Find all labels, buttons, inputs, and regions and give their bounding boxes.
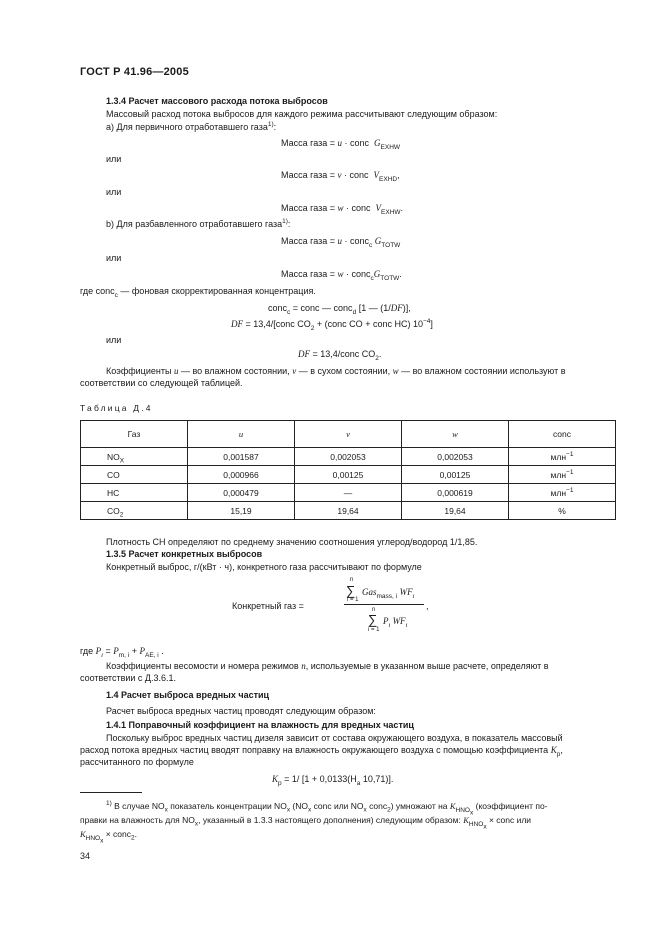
formula-mass-w-exhw: Масса газа = w · conc $V_{EXHW}$. [281,203,404,216]
s134-intro: Массовый расход потока выбросов для каждого режима рассчитывают следующим образом: [106,109,498,119]
fraction-comma: , [426,601,429,611]
coefficients-table [80,420,616,520]
table-header-row [81,421,616,448]
cell-w: 0,00125 [402,466,509,484]
footnote-line-1: $^{1)}$ В случае $NO_x$ показатель концентрации $NO_x$ ($NO_x$ conc или $NO_x$ conc$_2$) умножают на $K_{HNO_x}$ (коэффициент по- [106,800,548,816]
header-w: w [402,421,509,448]
sum-sign-top: ∑ [346,583,356,598]
table-caption: Таблица Д.4 [80,403,153,413]
cell-gas: $NO_X$ [81,448,188,466]
table-row [81,466,616,484]
cell-gas: CO [81,466,188,484]
footnote-line-2: правки на влажность для $NO_x$, указанный в 1.3.3 настоящего дополнения) следующим образом: $K_{HNO_x}$ × conc или [80,815,532,830]
sum-upper-n: n [350,577,354,583]
cell-u: 0,000966 [188,466,295,484]
formula-mass-v-exhd: Масса газа = v · conc $V_{EXHD}$, [281,170,400,183]
or-text-3: или [106,253,122,263]
table-row [81,502,616,520]
s134-b-label: b) Для разбавленного отработавшего газа$^{1)}$: [106,218,291,229]
denominator-expr: $P_i$ $WF_i$ [383,616,408,629]
formula-conc-c: conc$_c$ = conc — conc$_d$ [1 — (1/DF)], [268,303,411,316]
s141-paragraph-1: Поскольку выброс вредных частиц дизеля зависит от состава окружающего воздуха, в показатель массовый [106,733,563,743]
section-heading-1-3-4: 1.3.4 Расчет массового расхода потока выбросов [106,96,328,106]
formula-df-1: DF = 13,4/[conc $CO_2$ + (conc CO + conc HC) $10^{-4}$] [231,318,433,332]
sum-upper-n-bottom: n [372,607,376,613]
cell-v: — [295,484,402,502]
formula-mass-w-totw: Масса газа = $w \cdot conc_cG_{TOTW}$. [281,269,402,282]
s14-intro: Расчет выброса вредных частиц проводят следующим образом: [106,706,376,716]
specific-text: Конкретный выброс, г/(кВт · ч), конкретного газа рассчитывают по формуле [106,562,422,572]
weights-text-1: Коэффициенты весомости и номера режимов n, используемые в указанном выше расчете, определяют в [106,661,549,671]
section-heading-1-4: 1.4 Расчет выброса вредных частиц [106,690,270,700]
where-p-text: где $P_i = P_{m, i} + P_{AE, i}$ . [80,646,164,659]
formula-mass-u-totw: Масса газа = u · conc$_c$ $G_{TOTW}$ [281,236,401,249]
coef-text-2: соответствии со следующей таблицей. [80,378,243,388]
cell-unit: % [509,502,616,520]
numerator-expr: Gas$_{mass, i}$ $WF_i$ [362,587,415,600]
cell-unit: млн$^{-1}$ [509,466,616,484]
page-number: 34 [80,851,91,861]
cell-v: 19,64 [295,502,402,520]
sum-lower-top: i = 1 [347,597,359,603]
header-conc: conc [509,421,616,448]
cell-v: 0,002053 [295,448,402,466]
density-text: Плотность СН определяют по среднему значению соотношения углерод/водород 1/1,85. [106,537,478,547]
weights-text-2: соответствии с Д.3.6.1. [80,673,177,683]
cell-u: 15,19 [188,502,295,520]
sum-lower-bottom: i = 1 [368,627,380,633]
cell-unit: млн$^{-1}$ [509,448,616,466]
cell-u: 0,001587 [188,448,295,466]
cell-v: 0,00125 [295,466,402,484]
cell-w: 19,64 [402,502,509,520]
cell-u: 0,000479 [188,484,295,502]
header-v: v [295,421,402,448]
document-header: ГОСТ Р 41.96—2005 [80,66,189,78]
s141-paragraph-3: рассчитанного по формуле [80,757,194,767]
cell-gas: HC [81,484,188,502]
section-heading-1-4-1: 1.4.1 Поправочный коэффициент на влажность для вредных частиц [106,720,414,730]
or-text-4: или [106,335,122,345]
sum-sign-bottom: ∑ [368,612,378,627]
where-conc-text: где conc$_c$ — фоновая скорректированная концентрация. [80,286,316,299]
s134-a-label: а) Для первичного отработавшего газа$^{1)}$: [106,121,277,132]
s141-paragraph-2: расход потока вредных частиц вводят поправку на влажность окружающего воздуха с помощью коэффициента $K_p$, [80,745,563,758]
coef-text-1: Коэффициенты u — во влажном состоянии, v — в сухом состоянии, w — во влажном состоянии используют в [106,366,566,376]
cell-unit: млн$^{-1}$ [509,484,616,502]
cell-gas: $CO_2$ [81,502,188,520]
or-text-1: или [106,154,122,164]
or-text-2: или [106,187,122,197]
formula-mass-u-exhw: Масса газа = u · conc $G_{EXHW}$ [281,138,401,151]
formula-kp: $K_p = 1/$ [$1 + 0,0133(H_a$ 10,71)]. [272,774,394,787]
table-row [81,448,616,466]
header-u: u [188,421,295,448]
header-gas: Газ [81,421,188,448]
fraction-bar [344,604,424,605]
table-row [81,484,616,502]
footnote-divider [80,792,142,793]
specific-gas-label: Конкретный газ = [232,601,304,611]
formula-df-2: DF = 13,4/conc $CO_2$. [298,349,382,362]
cell-w: 0,000619 [402,484,509,502]
cell-w: 0,002053 [402,448,509,466]
section-heading-1-3-5: 1.3.5 Расчет конкретных выбросов [106,549,263,559]
footnote-line-3: $K_{HNO_x}$ × conc$_2$. [80,829,138,844]
